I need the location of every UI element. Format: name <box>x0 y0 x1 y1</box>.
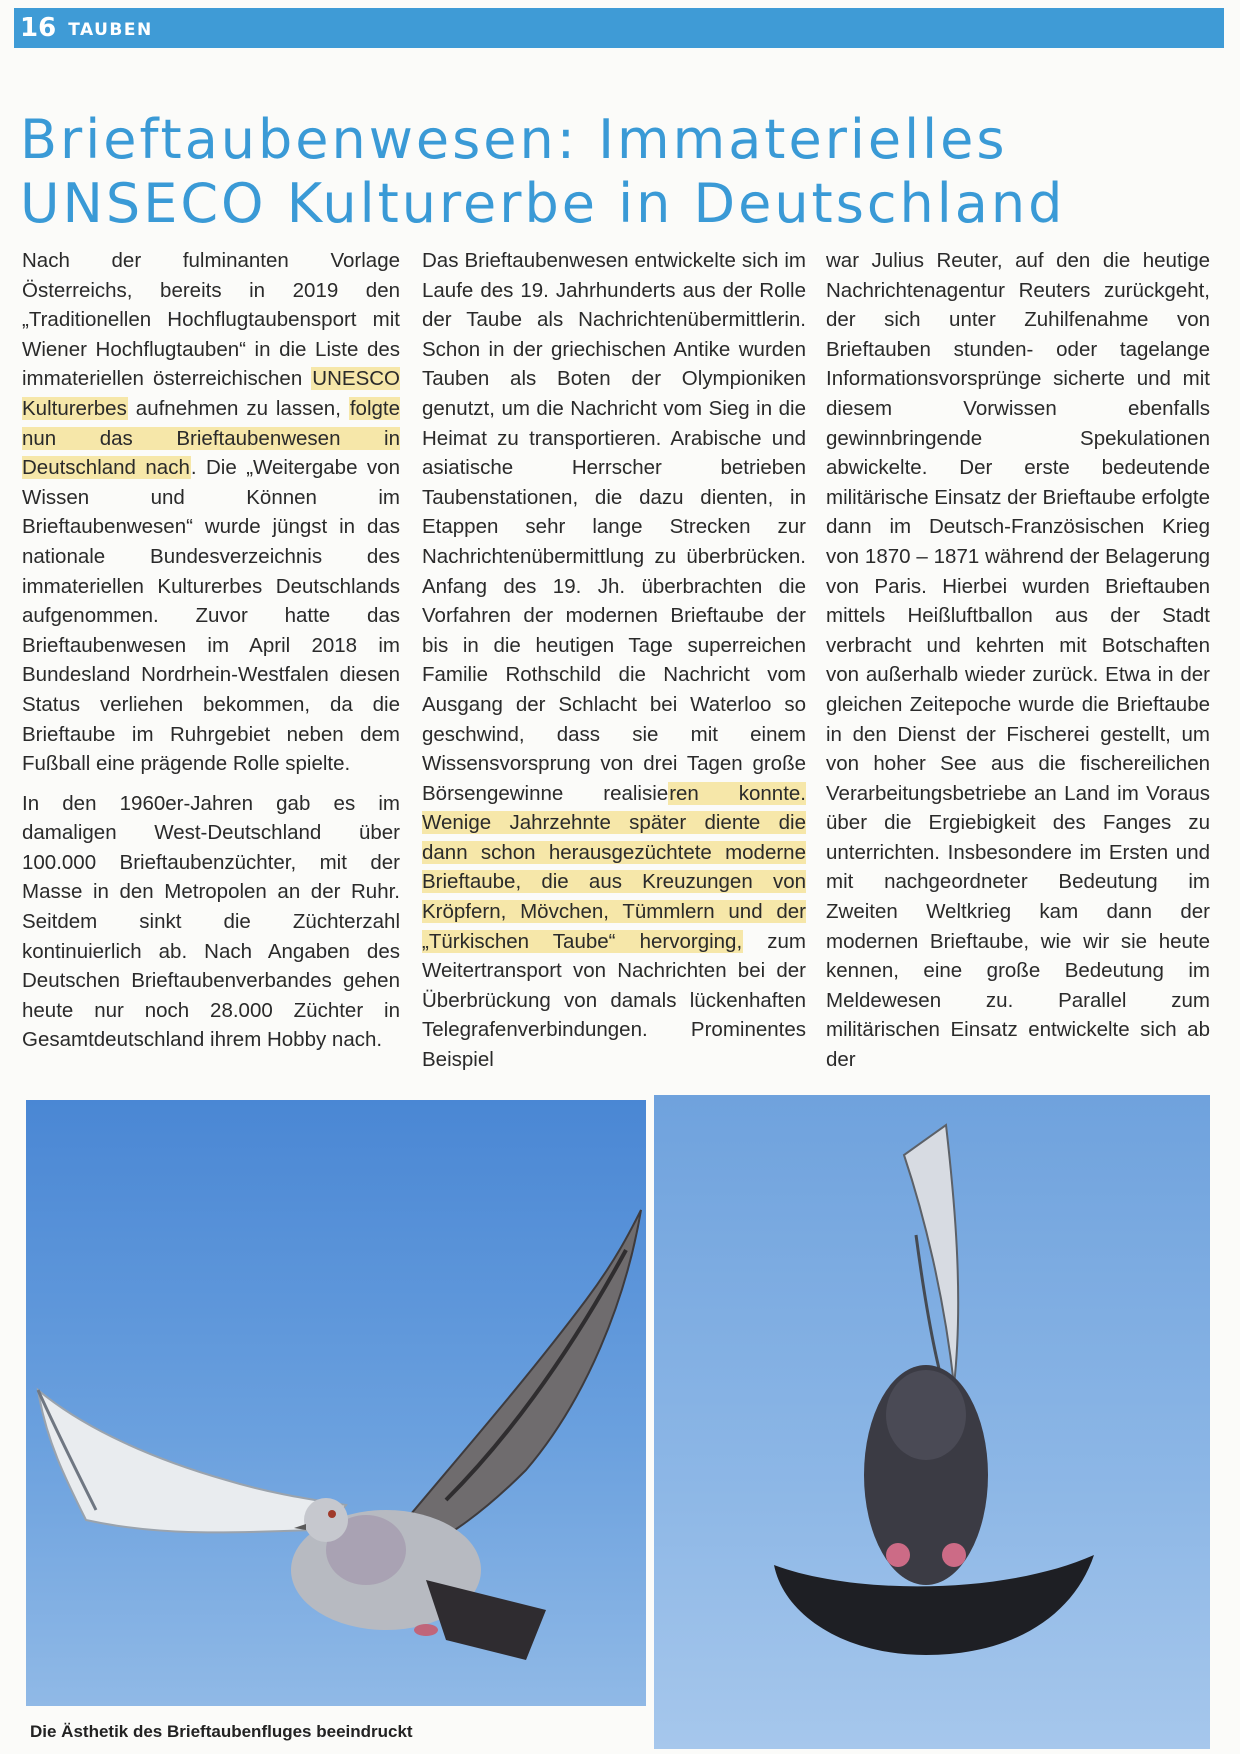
photo-caption: Die Ästhetik des Brieftaubenfluges beeindruckt <box>30 1722 413 1741</box>
pigeon-photo-wings-spread <box>26 1100 646 1706</box>
header-bar <box>14 8 1224 48</box>
highlighted-text: UNESCO Kulturerbes <box>22 367 400 420</box>
pigeon-illustration <box>654 1095 1210 1749</box>
paragraph: war Julius Reuter, auf den die heutige Nachrichtenagentur Reuters zurückgeht, der sich unter Zuhilfenahme von Brieftauben stunden- oder tagelange Informationsvorsprünge sicherte und mit diesem Vorwissen ebenfalls gewinnbringende Spekulationen abwickelte. Der erste bedeutende militärische Einsatz der Brieftaube erfolgte dann im Deutsch-Französischen Krieg von 1870 – 1871 während der Belagerung von Paris. Hierbei wurden Brieftauben mittels Heißluftballon aus der Stadt verbracht und kehrten mit Botschaften von außerhalb wieder zurück. Etwa in der gleichen Zeitepoche wurde die Brieftaube in den Dienst der Fischerei gestellt, um von hoher See aus die fischereilichen Verarbeitungsbetriebe an Land im Voraus über die Ergiebigkeit des Fanges zu unterrichten. Insbesondere im Ersten und mit nachgeordneter Bedeutung im Zweiten Weltkrieg kam dann der modernen Brieftaube, wie wir sie heute kennen, eine große Bedeutung im Meldewesen zu. Parallel zum militärischen Einsatz entwickelte sich ab der <box>826 249 1210 1072</box>
text-run: zum Weitertransport von Nachrichten bei der Überbrückung von damals lückenhaften Telegrafenverbindungen. Prominentes Beispiel <box>422 929 806 1072</box>
article-column-2 <box>422 246 806 1085</box>
article-headline <box>20 108 1225 236</box>
pigeon-photo-vertical <box>654 1095 1210 1749</box>
text-run: . Die „Weitergabe von Wissen und Können im Brieftaubenwesen“ wurde jüngst in das nationale Bundesverzeichnis des immateriellen Kulturerbes Deutschlands aufgenommen. Zuvor hatte das Brieftaubenwesen im April 2018 im Bundesland Nordrhein-Westfalen diesen Status verliehen bekommen, da die Brieftaube im Ruhrgebiet neben dem Fußball eine prägende Rolle spielte. <box>22 456 400 776</box>
paragraph <box>22 246 400 779</box>
paragraph: In den 1960er-Jahren gab es im damaligen West-Deutschland über 100.000 Brieftaubenzüchter, mit der Masse in den Metropolen an der Ruhr. Seitdem sinkt die Züchterzahl kontinuierlich ab. Nach Angaben des Deutschen Brieftaubenverbandes gehen heute nur noch 28.000 Züchter in Gesamtdeutschland ihrem Hobby nach. <box>22 791 400 1052</box>
section-label: TAUBEN <box>68 20 153 40</box>
headline-line-2: UNSECO Kulturerbe in Deutschland <box>20 172 1066 235</box>
highlighted-text: ren konnte. Wenige Jahrzehnte später diente die dann schon herausgezüchtete moderne Brieftaube, die aus Kreuzungen von Kröpfern, Mövchen, Tümmlern und der „Türkischen Taube“ hervorging, <box>422 781 806 953</box>
page-number: 16 <box>20 13 57 43</box>
text-run: Nach der fulminanten Vorlage Österreichs, bereits in 2019 den „Traditionellen Hochflugtaubensport mit Wiener Hochflugtauben“ in die Liste des immateriellen österreichischen <box>22 249 400 391</box>
text-run: Das Brieftaubenwesen entwickelte sich im Laufe des 19. Jahrhunderts aus der Rolle der Taube als Nachrichtenübermittlerin. Schon in der griechischen Antike wurden Tauben als Boten der Olympioniken genutzt, um die Nachricht vom Sieg in die Heimat zu transportieren. Arabische und asiatische Herrscher betrieben Taubenstationen, die dazu dienten, in Etappen sehr lange Strecken zur Nachrichtenübermittlung zu überbrücken. Anfang des 19. Jh. überbrachten die Vorfahren der modernen Brieftaube der bis in die heutigen Tage superreichen Familie Rothschild die Nachricht vom Ausgang der Schlacht bei Waterloo so geschwind, dass sie mit einem Wissensvorsprung von drei Tagen große Börsengewinne realisie <box>422 249 806 805</box>
article-column-1 <box>22 246 400 1065</box>
article-column-3 <box>826 246 1210 1085</box>
paragraph <box>422 246 806 1075</box>
headline-line-1: Brieftaubenwesen: Immaterielles <box>20 108 1008 171</box>
text-run: aufnehmen zu lassen, <box>127 396 349 420</box>
highlighted-text: folgte nun das Brieftaubenwesen in Deutschland nach <box>22 396 400 480</box>
pigeon-illustration <box>26 1100 646 1706</box>
